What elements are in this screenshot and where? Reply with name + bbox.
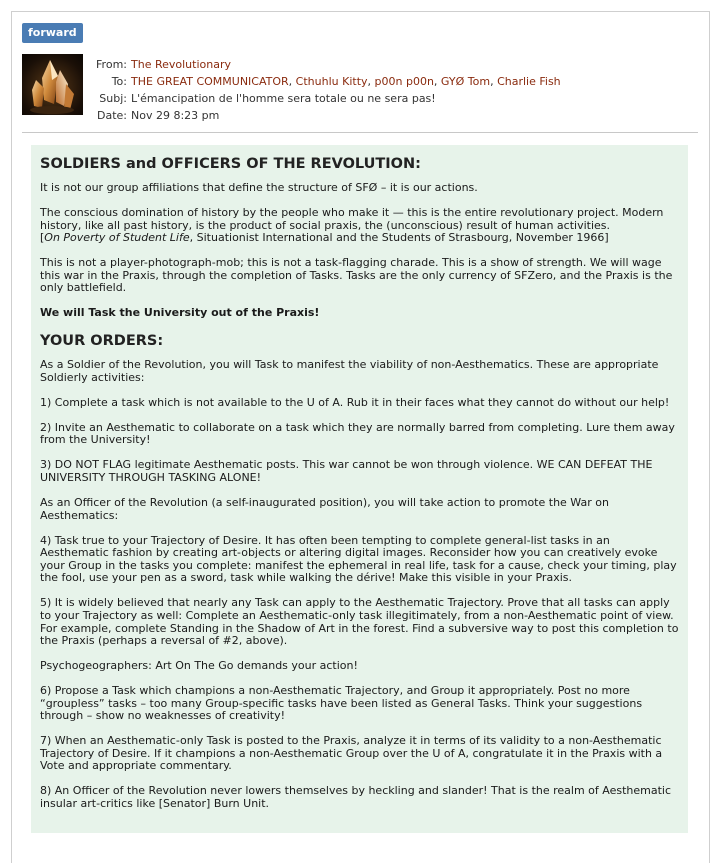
paragraph: Psychogeographers: Art On The Go demands your action! xyxy=(40,659,358,673)
date-text: Nov 29 8:23 pm xyxy=(131,109,220,122)
order-item: 6) Propose a Task which champions a non-Aesthematic Trajectory, and Group it appropriately. Post no more “groupless” tasks – too many Group-specific tasks have been listed as General Tasks. Think your suggestions through – show no weaknesses of creativity! xyxy=(40,684,643,723)
recipient-link[interactable]: THE GREAT COMMUNICATOR xyxy=(131,75,289,88)
header-divider xyxy=(22,132,698,133)
from-label: From: xyxy=(96,58,127,71)
date-label: Date: xyxy=(97,109,127,122)
date-row xyxy=(88,107,561,124)
to-row: To: THE GREAT COMMUNICATOR, Cthuhlu Kitty, p00n p00n, GYØ Tom, Charlie Fish xyxy=(88,73,561,90)
order-item: 7) When an Aesthematic-only Task is posted to the Praxis, analyze it in terms of its validity to a non-Aesthematic Trajectory of Desire. If it champions a non-Aesthematic Group over the U of A, congratulate it in the Praxis with a Vote and appropriate commentary. xyxy=(40,734,663,773)
message-header xyxy=(88,56,561,124)
order-item: 2) Invite an Aesthematic to collaborate on a task which they are normally barred from completing. Lure them away from the University! xyxy=(40,420,675,447)
order-item: 4) Task true to your Trajectory of Desire. It has often been tempting to complete general-list tasks in an Aesthematic fashion by creating art-objects or altering digital images. Reconsider how you can creatively evoke your Group in the tasks you complete: manifest the ephemeral in real life, task for a cause, check your timing, play the fool, use your pen as a sword, task while walking the dérive! Make this visible in your Praxis. xyxy=(40,533,677,585)
heading-orders: YOUR ORDERS: xyxy=(40,333,164,350)
paragraph: As an Officer of the Revolution (a self-inaugurated position), you will take action to promote the War on Aesthematics: xyxy=(40,496,609,522)
subject-text: L'émancipation de l'homme sera totale ou ne sera pas! xyxy=(131,92,436,105)
message-body xyxy=(31,145,688,833)
avatar[interactable] xyxy=(22,54,83,115)
subject-row xyxy=(88,90,561,107)
paragraph: It is not our group affiliations that define the structure of SFØ – it is our actions. xyxy=(40,181,478,194)
to-label: To: xyxy=(111,75,127,88)
order-item: 5) It is widely believed that nearly any Task can apply to the Aesthematic Trajectory. Prove that all tasks can apply to your Trajectory as well: Complete an Aesthematic-only task illegitimately, from a non-Aesthematic point of view. For example, complete Standing in the Shadow of Art in the forest. Find a subversive way to post this completion to the Praxis (perhaps a reversal of #2, above). xyxy=(40,596,679,648)
order-item: 8) An Officer of the Revolution never lowers themselves by heckling and slander! That is the realm of Aesthematic insular art-critics like [Senator] Burn Unit. xyxy=(40,784,672,811)
citation-title: On Poverty of Student Life xyxy=(44,231,190,245)
quote-text: The conscious domination of history by the people who make it — this is the entire revolutionary project. Modern history, like all past history, is the product of social praxis, the (unconscious) result of human activities. xyxy=(40,205,664,232)
recipient-link[interactable]: p00n p00n xyxy=(374,75,434,88)
paragraph: This is not a player-photograph-mob; this is not a task-flagging charade. This is a show of strength. We will wage this war in the Praxis, through the completion of Tasks. Tasks are the only currency of SFZero, and the Praxis is the only battlefield. xyxy=(40,256,673,295)
citation-source: , Situationist International and the Students of Strasbourg, November 1966] xyxy=(189,231,609,245)
subject-label: Subj: xyxy=(99,92,127,105)
sender-link[interactable]: The Revolutionary xyxy=(131,58,231,71)
crystal-icon xyxy=(22,54,83,115)
paragraph: As a Soldier of the Revolution, you will Task to manifest the viability of non-Aesthematics. These are appropriate Soldierly activities: xyxy=(40,358,659,384)
heading-soldiers: SOLDIERS and OFFICERS OF THE REVOLUTION: xyxy=(40,156,421,172)
recipient-link[interactable]: GYØ Tom xyxy=(440,75,491,88)
forward-button[interactable]: forward xyxy=(22,23,83,43)
order-item: 1) Complete a task which is not available to the U of A. Rub it in their faces what they cannot do without our help! xyxy=(40,395,670,409)
paragraph-quote: The conscious domination of history by the people who make it — this is the entire revolutionary project. Modern history, like all past history, is the product of social praxis, the (unconscious) result of human activities. [On Poverty of Student Life, Situationist International and the Students of Strasbourg, November 1966] xyxy=(40,205,664,245)
paragraph-bold: We will Task the University out of the Praxis! xyxy=(40,306,320,320)
recipient-link[interactable]: Charlie Fish xyxy=(497,75,561,88)
order-item: 3) DO NOT FLAG legitimate Aesthematic posts. This war cannot be won through violence. WE CAN DEFEAT THE UNIVERSITY THROUGH TASKING ALONE! xyxy=(40,458,653,485)
recipient-link[interactable]: Cthuhlu Kitty xyxy=(295,75,368,88)
from-row xyxy=(88,56,561,73)
